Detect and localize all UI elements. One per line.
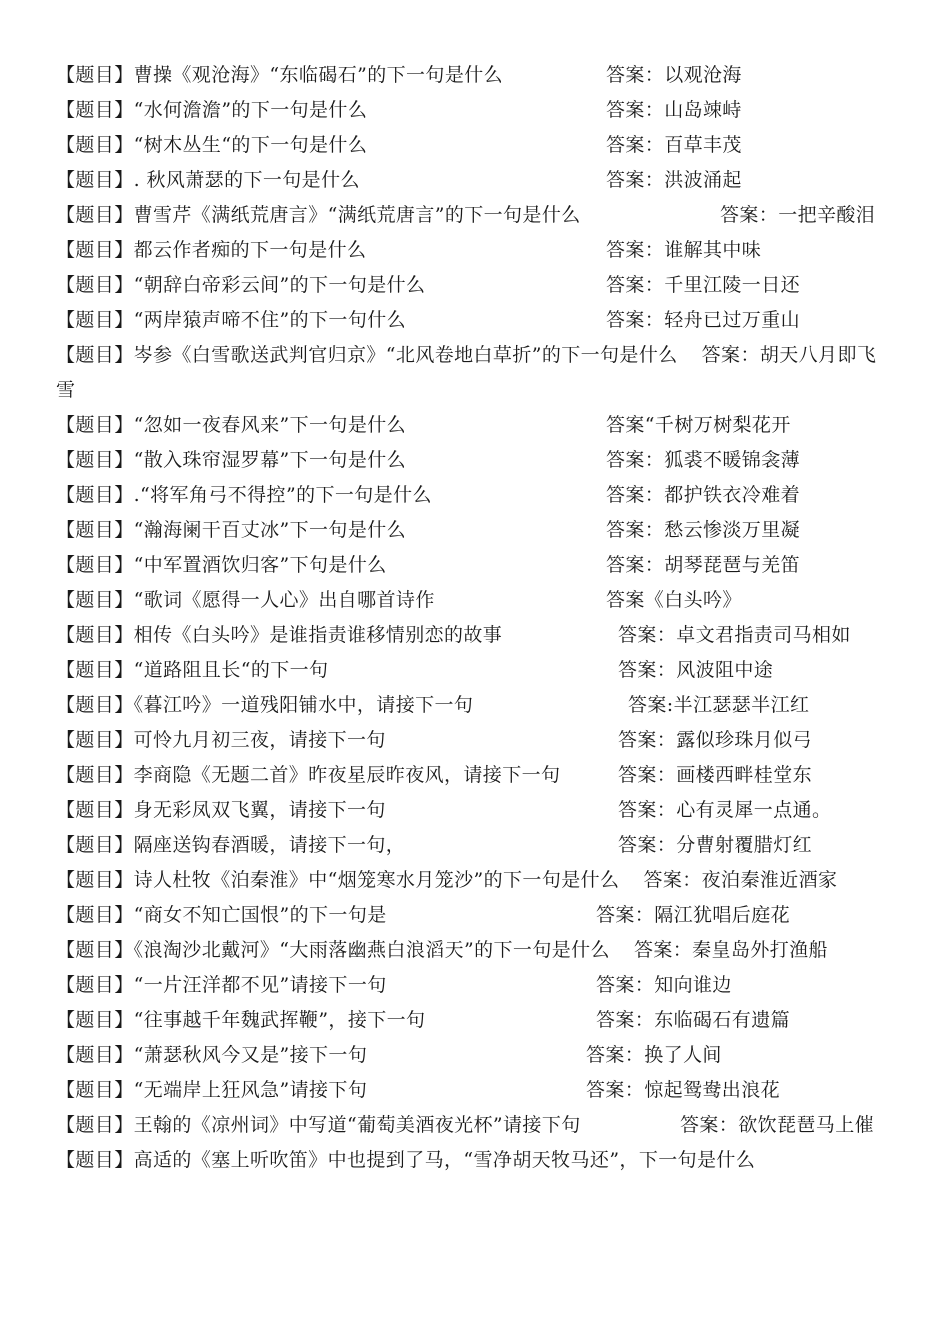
question-text: 【题目】“树木丛生“的下一句是什么 [56, 134, 368, 156]
qa-row [56, 828, 894, 863]
answer-text: 答案：画楼西畔桂堂东 [618, 764, 813, 786]
question-text: 【题目】《浪淘沙北戴河》“大雨落幽燕白浪滔天”的下一句是什么 [56, 939, 610, 961]
answer-text: 答案：隔江犹唱后庭花 [596, 904, 791, 926]
qa-row [56, 548, 894, 583]
question-text: 【题目】“朝辞白帝彩云间”的下一句是什么 [56, 274, 426, 296]
answer-text: 答案：东临碣石有遗篇 [596, 1009, 791, 1031]
answer-text: 答案：夜泊秦淮近酒家 [643, 869, 838, 891]
qa-row [56, 618, 894, 653]
qa-row [56, 1038, 894, 1073]
qa-row [56, 1143, 894, 1178]
answer-text: 答案：风波阻中途 [618, 659, 774, 681]
answer-text: 答案：以观沧海 [606, 64, 742, 86]
question-text: 【题目】隔座送钩春酒暖，请接下一句， [56, 834, 406, 856]
question-text: 【题目】“道路阻且长“的下一句 [56, 659, 329, 681]
question-text: 【题目】“两岸猿声啼不住”的下一句什么 [56, 309, 407, 331]
question-text: 【题目】. 秋风萧瑟的下一句是什么 [56, 169, 360, 191]
question-text: 【题目】“商女不知亡国恨”的下一句是 [56, 904, 387, 926]
answer-text: 答案：一把辛酸泪 [720, 204, 876, 226]
answer-text: 答案：露似珍珠月似弓 [618, 729, 813, 751]
qa-row [56, 933, 894, 968]
question-text: 【题目】“无端岸上狂风急”请接下句 [56, 1079, 368, 1101]
question-text: 【题目】“水何澹澹”的下一句是什么 [56, 99, 368, 121]
qa-row [56, 443, 894, 478]
qa-row [56, 1073, 894, 1108]
answer-text: 答案：狐裘不暖锦衾薄 [606, 449, 801, 471]
answer-text: 答案：谁解其中味 [606, 239, 762, 261]
answer-text: 答案：分曹射覆腊灯红 [618, 834, 813, 856]
qa-row [56, 233, 894, 268]
qa-row [56, 408, 894, 443]
qa-row [56, 128, 894, 163]
qa-row [56, 513, 894, 548]
question-text: 【题目】李商隐《无题二首》昨夜星辰昨夜风，请接下一句 [56, 764, 561, 786]
answer-text: 答案：千里江陵一日还 [606, 274, 801, 296]
qa-row [56, 898, 894, 933]
answer-text: 答案《白头吟》 [606, 589, 742, 611]
qa-row [56, 303, 894, 338]
answer-text: 答案“千树万树梨花开 [606, 414, 791, 436]
qa-row [56, 93, 894, 128]
question-text: 【题目】“中军置酒饮归客”下句是什么 [56, 554, 387, 576]
question-text: 【题目】《暮江吟》一道残阳铺水中，请接下一句 [56, 694, 474, 716]
answer-text: 答案：百草丰茂 [606, 134, 742, 156]
question-text: 【题目】身无彩凤双飞翼，请接下一句 [56, 799, 386, 821]
question-text: 【题目】高适的《塞上听吹笛》中也提到了马，“雪净胡天牧马还”，下一句是什么 [56, 1149, 756, 1171]
qa-row [56, 583, 894, 618]
answer-text: 答案：秦皇岛外打渔船 [633, 939, 828, 961]
qa-row [56, 793, 894, 828]
question-text: 【题目】“歌词《愿得一人心》出自哪首诗作 [56, 589, 435, 611]
answer-text: 答案：洪波涌起 [606, 169, 742, 191]
question-text: 【题目】.“将军角弓不得控”的下一句是什么 [56, 484, 432, 506]
question-text: 【题目】可怜九月初三夜，请接下一句 [56, 729, 386, 751]
qa-row [56, 688, 894, 723]
question-text: 【题目】王翰的《凉州词》中写道“葡萄美酒夜光杯”请接下句 [56, 1114, 581, 1136]
qa-row [56, 723, 894, 758]
answer-text: 答案：换了人间 [586, 1044, 722, 1066]
qa-row [56, 968, 894, 1003]
qa-row [56, 1003, 894, 1038]
qa-row [56, 198, 894, 233]
answer-text: 答案：惊起鸳鸯出浪花 [586, 1079, 781, 1101]
answer-text: 答案：欲饮琵琶马上催 [680, 1114, 875, 1136]
qa-row [56, 58, 894, 93]
answer-text: 答案：知向谁边 [596, 974, 732, 996]
question-text: 【题目】“散入珠帘湿罗幕”下一句是什么 [56, 449, 407, 471]
answer-text: 答案：山岛竦峙 [606, 99, 742, 121]
qa-list [56, 58, 894, 1178]
question-text: 【题目】“往事越千年魏武挥鞭”，接下一句 [56, 1009, 426, 1031]
qa-row [56, 478, 894, 513]
qa-row [56, 863, 894, 898]
answer-text: 答案：胡天八月即飞雪 [56, 344, 877, 401]
answer-text: 答案：愁云惨淡万里凝 [606, 519, 801, 541]
qa-row [56, 1108, 894, 1143]
question-text: 【题目】相传《白头吟》是谁指责谁移情别恋的故事 [56, 624, 503, 646]
qa-row [56, 268, 894, 303]
question-text: 【题目】岑参《白雪歌送武判官归京》“北风卷地白草折”的下一句是什么 [56, 344, 678, 366]
question-text: 【题目】“萧瑟秋风今又是”接下一句 [56, 1044, 368, 1066]
qa-row [56, 163, 894, 198]
answer-text: 答案：都护铁衣冷难着 [606, 484, 801, 506]
question-text: 【题目】诗人杜牧《泊秦淮》中“烟笼寒水月笼沙”的下一句是什么 [56, 869, 620, 891]
question-text: 【题目】“瀚海阑干百丈冰”下一句是什么 [56, 519, 407, 541]
question-text: 【题目】曹操《观沧海》“东临碣石”的下一句是什么 [56, 64, 504, 86]
qa-row [56, 653, 894, 688]
qa-row [56, 758, 894, 793]
question-text: 【题目】“忽如一夜春风来”下一句是什么 [56, 414, 407, 436]
answer-text: 答案：心有灵犀一点通。 [618, 799, 832, 821]
question-text: 【题目】都云作者痴的下一句是什么 [56, 239, 367, 261]
answer-text: 答案：胡琴琵琶与羌笛 [606, 554, 801, 576]
question-text: 【题目】曹雪芹《满纸荒唐言》“满纸荒唐言”的下一句是什么 [56, 204, 581, 226]
answer-text: 答案：轻舟已过万重山 [606, 309, 801, 331]
answer-text: 答案：卓文君指责司马相如 [618, 624, 851, 646]
qa-row [56, 338, 894, 408]
answer-text: 答案:半江瑟瑟半江红 [628, 694, 810, 716]
question-text: 【题目】“一片汪洋都不见”请接下一句 [56, 974, 387, 996]
